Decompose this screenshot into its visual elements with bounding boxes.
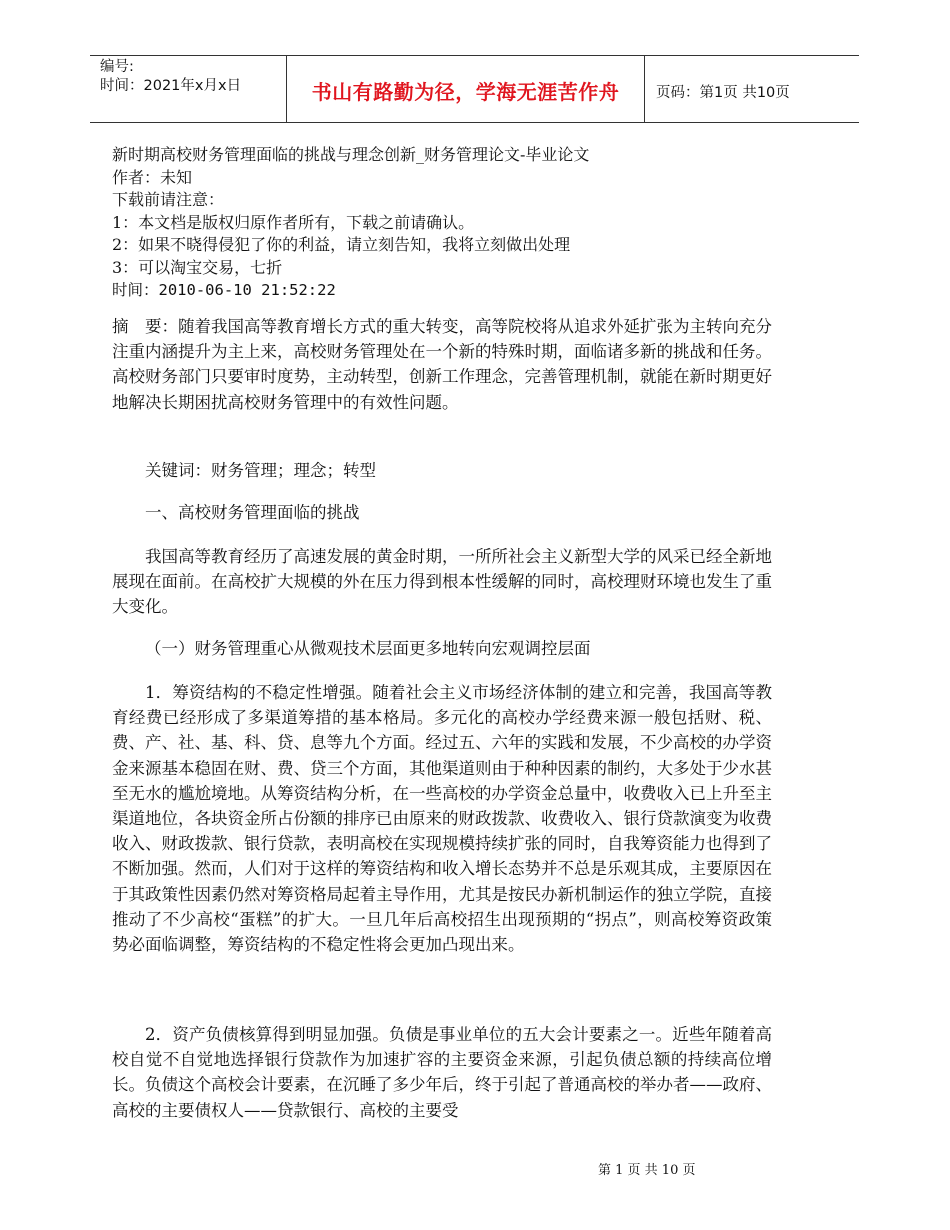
document-intro [112, 144, 772, 302]
document-date: 时间：2010-06-10 21:52:22 [112, 281, 336, 299]
abstract-paragraph: 摘 要：随着我国高等教育增长方式的重大转变，高等院校将从追求外延扩张为主转向充分注重内涵提升为主上来，高校财务管理处在一个新的特殊时期，面临诸多新的挑战和任务。高校财务部门只要审时度势，主动转型，创新工作理念，完善管理机制，就能在新时期更好地解决长期困扰高校财务管理中的有效性问题。 [112, 317, 772, 412]
header-motto: 书山有路勤为径，学海无涯苦作舟 [311, 80, 620, 104]
header-left [100, 58, 241, 96]
body-paragraph-1: 我国高等教育经历了高速发展的黄金时期，一所所社会主义新型大学的风采已经全新地展现在面前。在高校扩大规模的外在压力得到根本性缓解的同时，高校理财环境也发生了重大变化。 [112, 547, 772, 617]
header-motto-box [286, 56, 645, 122]
header-page-number: 页码：第1页 共10页 [656, 85, 790, 101]
body-paragraph-2: 1．筹资结构的不稳定性增强。随着社会主义市场经济体制的建立和完善，我国高等教育经费已经形成了多渠道筹措的基本格局。多元化的高校办学经费来源一般包括财、税、费、产、社、基、科、贷、息等九个方面。经过五、六年的实践和发展，不少高校的办学资金来源基本稳固在财、费、贷三个方面，其他渠道则由于种种因素的制约，大多处于少水甚至无水的尴尬境地。从筹资结构分析，在一些高校的办学资金总量中，收费收入已上升至主渠道地位，各块资金所占份额的排序已由原来的财政拨款、收费收入、银行贷款演变为收费收入、财政拨款、银行贷款，表明高校在实现规模持续扩张的同时，自我筹资能力也得到了不断加强。然而，人们对于这样的筹资结构和收入增长态势并不总是乐观其成，主要原因在于其政策性因素仍然对筹资格局起着主导作用，尤其是按民办新机制运作的独立学院，直接推动了不少高校“蛋糕”的扩大。一旦几年后高校招生出现预期的“拐点”，则高校筹资政策势必面临调整，筹资结构的不稳定性将会更加凸现出来。 [112, 683, 772, 955]
notice-item-2: 2：如果不晓得侵犯了你的利益，请立刻告知，我将立刻做出处理 [112, 235, 571, 254]
page-header [90, 55, 859, 123]
header-number-label: 编号: [100, 59, 134, 75]
notice-heading: 下载前请注意： [112, 190, 225, 209]
subsection-heading-1: （一）财务管理重心从微观技术层面更多地转向宏观调控层面 [145, 639, 591, 658]
notice-item-3: 3：可以淘宝交易，七折 [112, 257, 283, 277]
notice-item-1: 1：本文档是版权归原作者所有，下载之前请确认。 [112, 212, 475, 232]
keywords-line: 关键词：财务管理；理念；转型 [145, 461, 376, 480]
page-footer: 第 1 页 共 10 页 [598, 1163, 696, 1178]
header-time: 时间：2021年x月x日 [100, 78, 242, 94]
body-paragraph-3: 2．资产负债核算得到明显加强。负债是事业单位的五大会计要素之一。近些年随着高校自觉不自觉地选择银行贷款作为加速扩容的主要资金来源，引起负债总额的持续高位增长。负债这个高校会计要素，在沉睡了多少年后，终于引起了普通高校的举办者——政府、高校的主要债权人——贷款银行、高校的主要受 [112, 1025, 772, 1120]
document-author: 作者：未知 [112, 167, 193, 187]
section-heading-1: 一、高校财务管理面临的挑战 [145, 503, 360, 522]
document-title: 新时期高校财务管理面临的挑战与理念创新_财务管理论文-毕业论文 [112, 145, 590, 164]
